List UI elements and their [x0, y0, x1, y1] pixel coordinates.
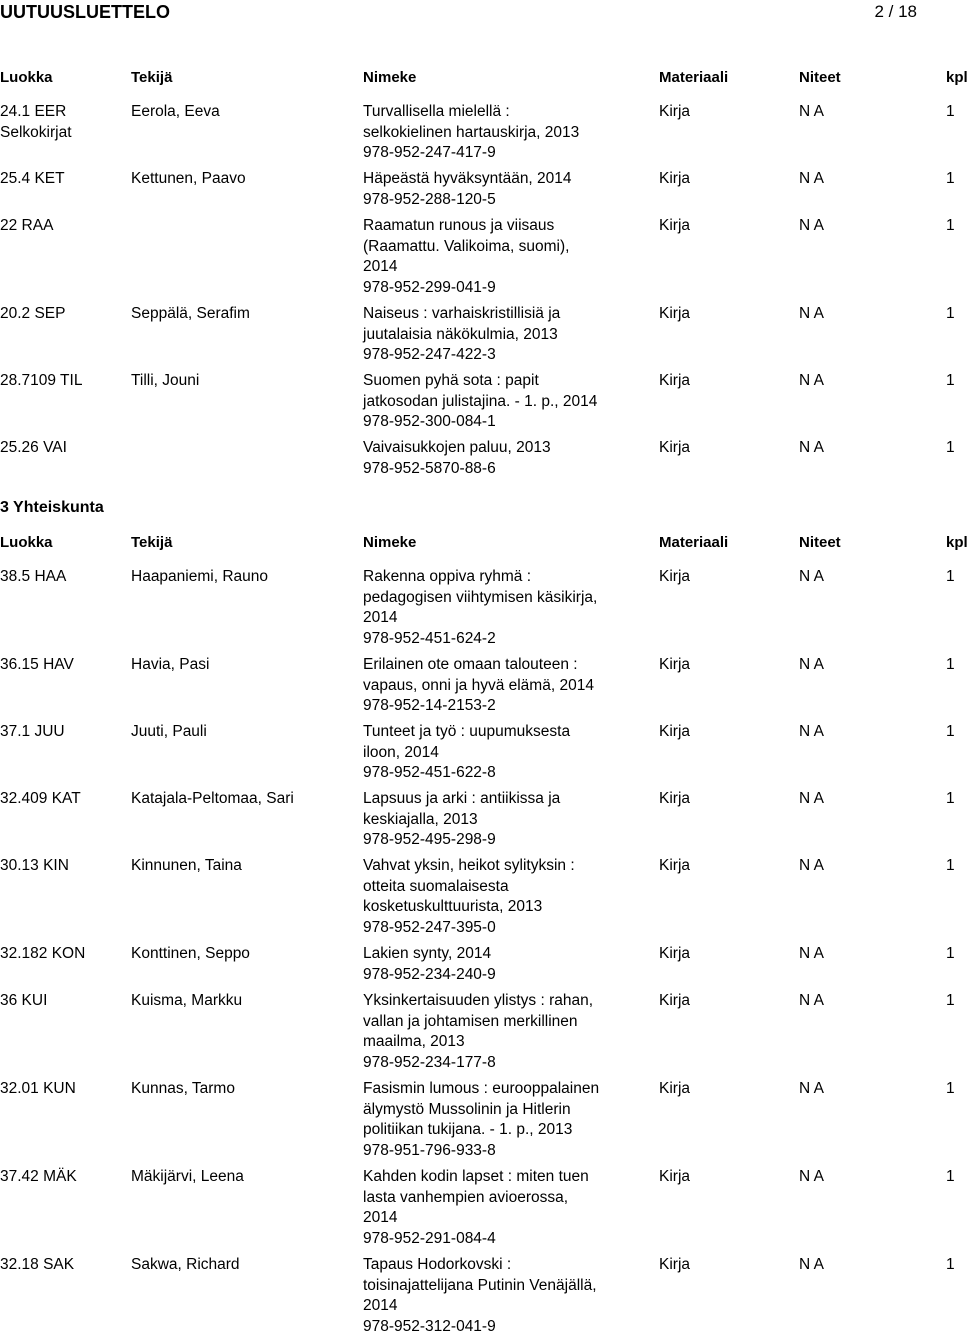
material: Kirja: [659, 567, 690, 588]
copies-status: N A: [799, 304, 824, 325]
copies-status: N A: [799, 371, 824, 392]
title-line: älymystö Mussolinin ja Hitlerin: [363, 1100, 643, 1121]
author: Mäkijärvi, Leena: [131, 1167, 356, 1188]
author: Tilli, Jouni: [131, 371, 356, 392]
title-line: Fasismin lumous : eurooppalainen: [363, 1079, 643, 1100]
author: Kinnunen, Taina: [131, 856, 356, 877]
title-line: 978-952-234-240-9: [363, 965, 643, 986]
title-line: Raamatun runous ja viisaus: [363, 216, 643, 237]
title-line: Yksinkertaisuuden ylistys : rahan,: [363, 991, 643, 1012]
class-code: [0, 304, 125, 325]
title-line: Kahden kodin lapset : miten tuen: [363, 1167, 643, 1188]
author: Kettunen, Paavo: [131, 169, 356, 190]
title-line: 978-952-247-417-9: [363, 143, 643, 164]
class-code-line: 30.13 KIN: [0, 856, 125, 877]
material: Kirja: [659, 944, 690, 965]
title-line: Naiseus : varhaiskristillisiä ja: [363, 304, 643, 325]
title-info: [363, 169, 643, 210]
class-code-line: 36.15 HAV: [0, 655, 125, 676]
column-header-niteet: Niteet: [799, 69, 841, 86]
class-code: [0, 567, 125, 588]
copies-status: N A: [799, 655, 824, 676]
count: 1: [946, 438, 955, 459]
title-line: 978-952-14-2153-2: [363, 696, 643, 717]
count: 1: [946, 216, 955, 237]
copies-status: N A: [799, 1167, 824, 1188]
title-line: 978-952-451-624-2: [363, 629, 643, 650]
title-info: [363, 722, 643, 784]
title-line: Tunteet ja työ : uupumuksesta: [363, 722, 643, 743]
page-number: 2 / 18: [874, 1, 917, 23]
copies-status: N A: [799, 991, 824, 1012]
title-info: [363, 371, 643, 433]
count: 1: [946, 1167, 955, 1188]
title-line: kosketuskulttuurista, 2013: [363, 897, 643, 918]
title-info: [363, 102, 643, 164]
title-line: 978-952-299-041-9: [363, 278, 643, 299]
column-header-tekija: Tekijä: [131, 69, 172, 86]
material: Kirja: [659, 216, 690, 237]
count: 1: [946, 789, 955, 810]
title-info: [363, 655, 643, 717]
class-code-line: 25.26 VAI: [0, 438, 125, 459]
title-info: [363, 216, 643, 298]
column-header-tekija: Tekijä: [131, 534, 172, 551]
column-header-luokka: Luokka: [0, 534, 53, 551]
title-line: lasta vanhempien avioerossa,: [363, 1188, 643, 1209]
material: Kirja: [659, 169, 690, 190]
count: 1: [946, 856, 955, 877]
class-code-line: 37.1 JUU: [0, 722, 125, 743]
title-info: [363, 567, 643, 649]
title-line: 978-952-495-298-9: [363, 830, 643, 851]
author: Konttinen, Seppo: [131, 944, 356, 965]
class-code: [0, 1167, 125, 1188]
copies-status: N A: [799, 216, 824, 237]
class-code: [0, 944, 125, 965]
title-line: juutalaisia näkökulmia, 2013: [363, 325, 643, 346]
title-line: Vaivaisukkojen paluu, 2013: [363, 438, 643, 459]
class-code: [0, 991, 125, 1012]
count: 1: [946, 944, 955, 965]
title-line: Lakien synty, 2014: [363, 944, 643, 965]
count: 1: [946, 722, 955, 743]
class-code-line: 28.7109 TIL: [0, 371, 125, 392]
column-header-luokka: Luokka: [0, 69, 53, 86]
count: 1: [946, 169, 955, 190]
title-line: (Raamattu. Valikoima, suomi),: [363, 237, 643, 258]
material: Kirja: [659, 856, 690, 877]
count: 1: [946, 991, 955, 1012]
title-line: Rakenna oppiva ryhmä :: [363, 567, 643, 588]
column-header-row: [0, 69, 960, 89]
title-line: jatkosodan julistajina. - 1. p., 2014: [363, 392, 643, 413]
copies-status: N A: [799, 438, 824, 459]
class-code-line: 32.409 KAT: [0, 789, 125, 810]
title-info: [363, 1255, 643, 1337]
title-line: 978-952-5870-88-6: [363, 459, 643, 480]
class-code: [0, 438, 125, 459]
author: Katajala-Peltomaa, Sari: [131, 789, 356, 810]
title-info: [363, 1167, 643, 1249]
copies-status: N A: [799, 1079, 824, 1100]
count: 1: [946, 304, 955, 325]
column-header-materiaali: Materiaali: [659, 69, 728, 86]
title-line: 978-952-451-622-8: [363, 763, 643, 784]
copies-status: N A: [799, 169, 824, 190]
class-code-line: 32.01 KUN: [0, 1079, 125, 1100]
material: Kirja: [659, 655, 690, 676]
title-info: [363, 304, 643, 366]
copies-status: N A: [799, 567, 824, 588]
class-code: [0, 169, 125, 190]
author: Seppälä, Serafim: [131, 304, 356, 325]
class-code: [0, 1255, 125, 1276]
title-line: Suomen pyhä sota : papit: [363, 371, 643, 392]
class-code: [0, 789, 125, 810]
class-code-line: 20.2 SEP: [0, 304, 125, 325]
material: Kirja: [659, 102, 690, 123]
class-code-line: 32.18 SAK: [0, 1255, 125, 1276]
title-line: vapaus, onni ja hyvä elämä, 2014: [363, 676, 643, 697]
copies-status: N A: [799, 722, 824, 743]
title-line: 978-951-796-933-8: [363, 1141, 643, 1162]
column-header-kpl: kpl: [946, 534, 968, 551]
class-code: [0, 1079, 125, 1100]
column-header-materiaali: Materiaali: [659, 534, 728, 551]
title-info: [363, 1079, 643, 1161]
author: Sakwa, Richard: [131, 1255, 356, 1276]
title-info: [363, 944, 643, 985]
material: Kirja: [659, 438, 690, 459]
title-line: 2014: [363, 608, 643, 629]
title-line: keskiajalla, 2013: [363, 810, 643, 831]
title-line: 978-952-312-041-9: [363, 1317, 643, 1337]
copies-status: N A: [799, 1255, 824, 1276]
title-line: maailma, 2013: [363, 1032, 643, 1053]
title-line: Erilainen ote omaan talouteen :: [363, 655, 643, 676]
column-header-kpl: kpl: [946, 69, 968, 86]
copies-status: N A: [799, 102, 824, 123]
title-line: Häpeästä hyväksyntään, 2014: [363, 169, 643, 190]
section-title: 3 Yhteiskunta: [0, 499, 104, 517]
column-header-niteet: Niteet: [799, 534, 841, 551]
title-line: selkokielinen hartauskirja, 2013: [363, 123, 643, 144]
author: Eerola, Eeva: [131, 102, 356, 123]
title-line: politiikan tukijana. - 1. p., 2013: [363, 1120, 643, 1141]
material: Kirja: [659, 789, 690, 810]
title-line: iloon, 2014: [363, 743, 643, 764]
count: 1: [946, 567, 955, 588]
title-line: 978-952-247-395-0: [363, 918, 643, 939]
copies-status: N A: [799, 944, 824, 965]
title-line: toisinajattelijana Putinin Venäjällä,: [363, 1276, 643, 1297]
title-line: 2014: [363, 1296, 643, 1317]
count: 1: [946, 371, 955, 392]
class-code-line: 38.5 HAA: [0, 567, 125, 588]
material: Kirja: [659, 1255, 690, 1276]
title-line: 978-952-291-084-4: [363, 1229, 643, 1250]
title-line: Vahvat yksin, heikot sylityksin :: [363, 856, 643, 877]
material: Kirja: [659, 722, 690, 743]
class-code-line: 32.182 KON: [0, 944, 125, 965]
class-code: [0, 722, 125, 743]
count: 1: [946, 1255, 955, 1276]
title-line: 978-952-234-177-8: [363, 1053, 643, 1074]
material: Kirja: [659, 991, 690, 1012]
count: 1: [946, 1079, 955, 1100]
class-code-line: 25.4 KET: [0, 169, 125, 190]
class-code: [0, 102, 125, 143]
author: Kuisma, Markku: [131, 991, 356, 1012]
title-line: Lapsuus ja arki : antiikissa ja: [363, 789, 643, 810]
class-code-line: 36 KUI: [0, 991, 125, 1012]
class-code: [0, 655, 125, 676]
page-title: UUTUUSLUETTELO: [0, 1, 170, 23]
title-line: otteita suomalaisesta: [363, 877, 643, 898]
class-code-line: 22 RAA: [0, 216, 125, 237]
column-header-nimeke: Nimeke: [363, 69, 416, 86]
title-line: 978-952-300-084-1: [363, 412, 643, 433]
class-code: [0, 371, 125, 392]
title-info: [363, 789, 643, 851]
column-header-nimeke: Nimeke: [363, 534, 416, 551]
copies-status: N A: [799, 789, 824, 810]
title-line: 978-952-247-422-3: [363, 345, 643, 366]
title-line: 2014: [363, 257, 643, 278]
class-code-line: 37.42 MÄK: [0, 1167, 125, 1188]
count: 1: [946, 655, 955, 676]
author: Havia, Pasi: [131, 655, 356, 676]
count: 1: [946, 102, 955, 123]
material: Kirja: [659, 371, 690, 392]
title-line: vallan ja johtamisen merkillinen: [363, 1012, 643, 1033]
title-info: [363, 438, 643, 479]
title-line: 978-952-288-120-5: [363, 190, 643, 211]
author: Kunnas, Tarmo: [131, 1079, 356, 1100]
title-line: pedagogisen viihtymisen käsikirja,: [363, 588, 643, 609]
class-code: [0, 856, 125, 877]
title-line: Tapaus Hodorkovski :: [363, 1255, 643, 1276]
material: Kirja: [659, 1079, 690, 1100]
class-code-line: 24.1 EER: [0, 102, 125, 123]
material: Kirja: [659, 1167, 690, 1188]
title-info: [363, 856, 643, 938]
class-code-line: Selkokirjat: [0, 123, 125, 144]
title-line: 2014: [363, 1208, 643, 1229]
column-header-row: [0, 534, 960, 554]
author: Juuti, Pauli: [131, 722, 356, 743]
copies-status: N A: [799, 856, 824, 877]
author: Haapaniemi, Rauno: [131, 567, 356, 588]
title-info: [363, 991, 643, 1073]
title-line: Turvallisella mielellä :: [363, 102, 643, 123]
material: Kirja: [659, 304, 690, 325]
class-code: [0, 216, 125, 237]
